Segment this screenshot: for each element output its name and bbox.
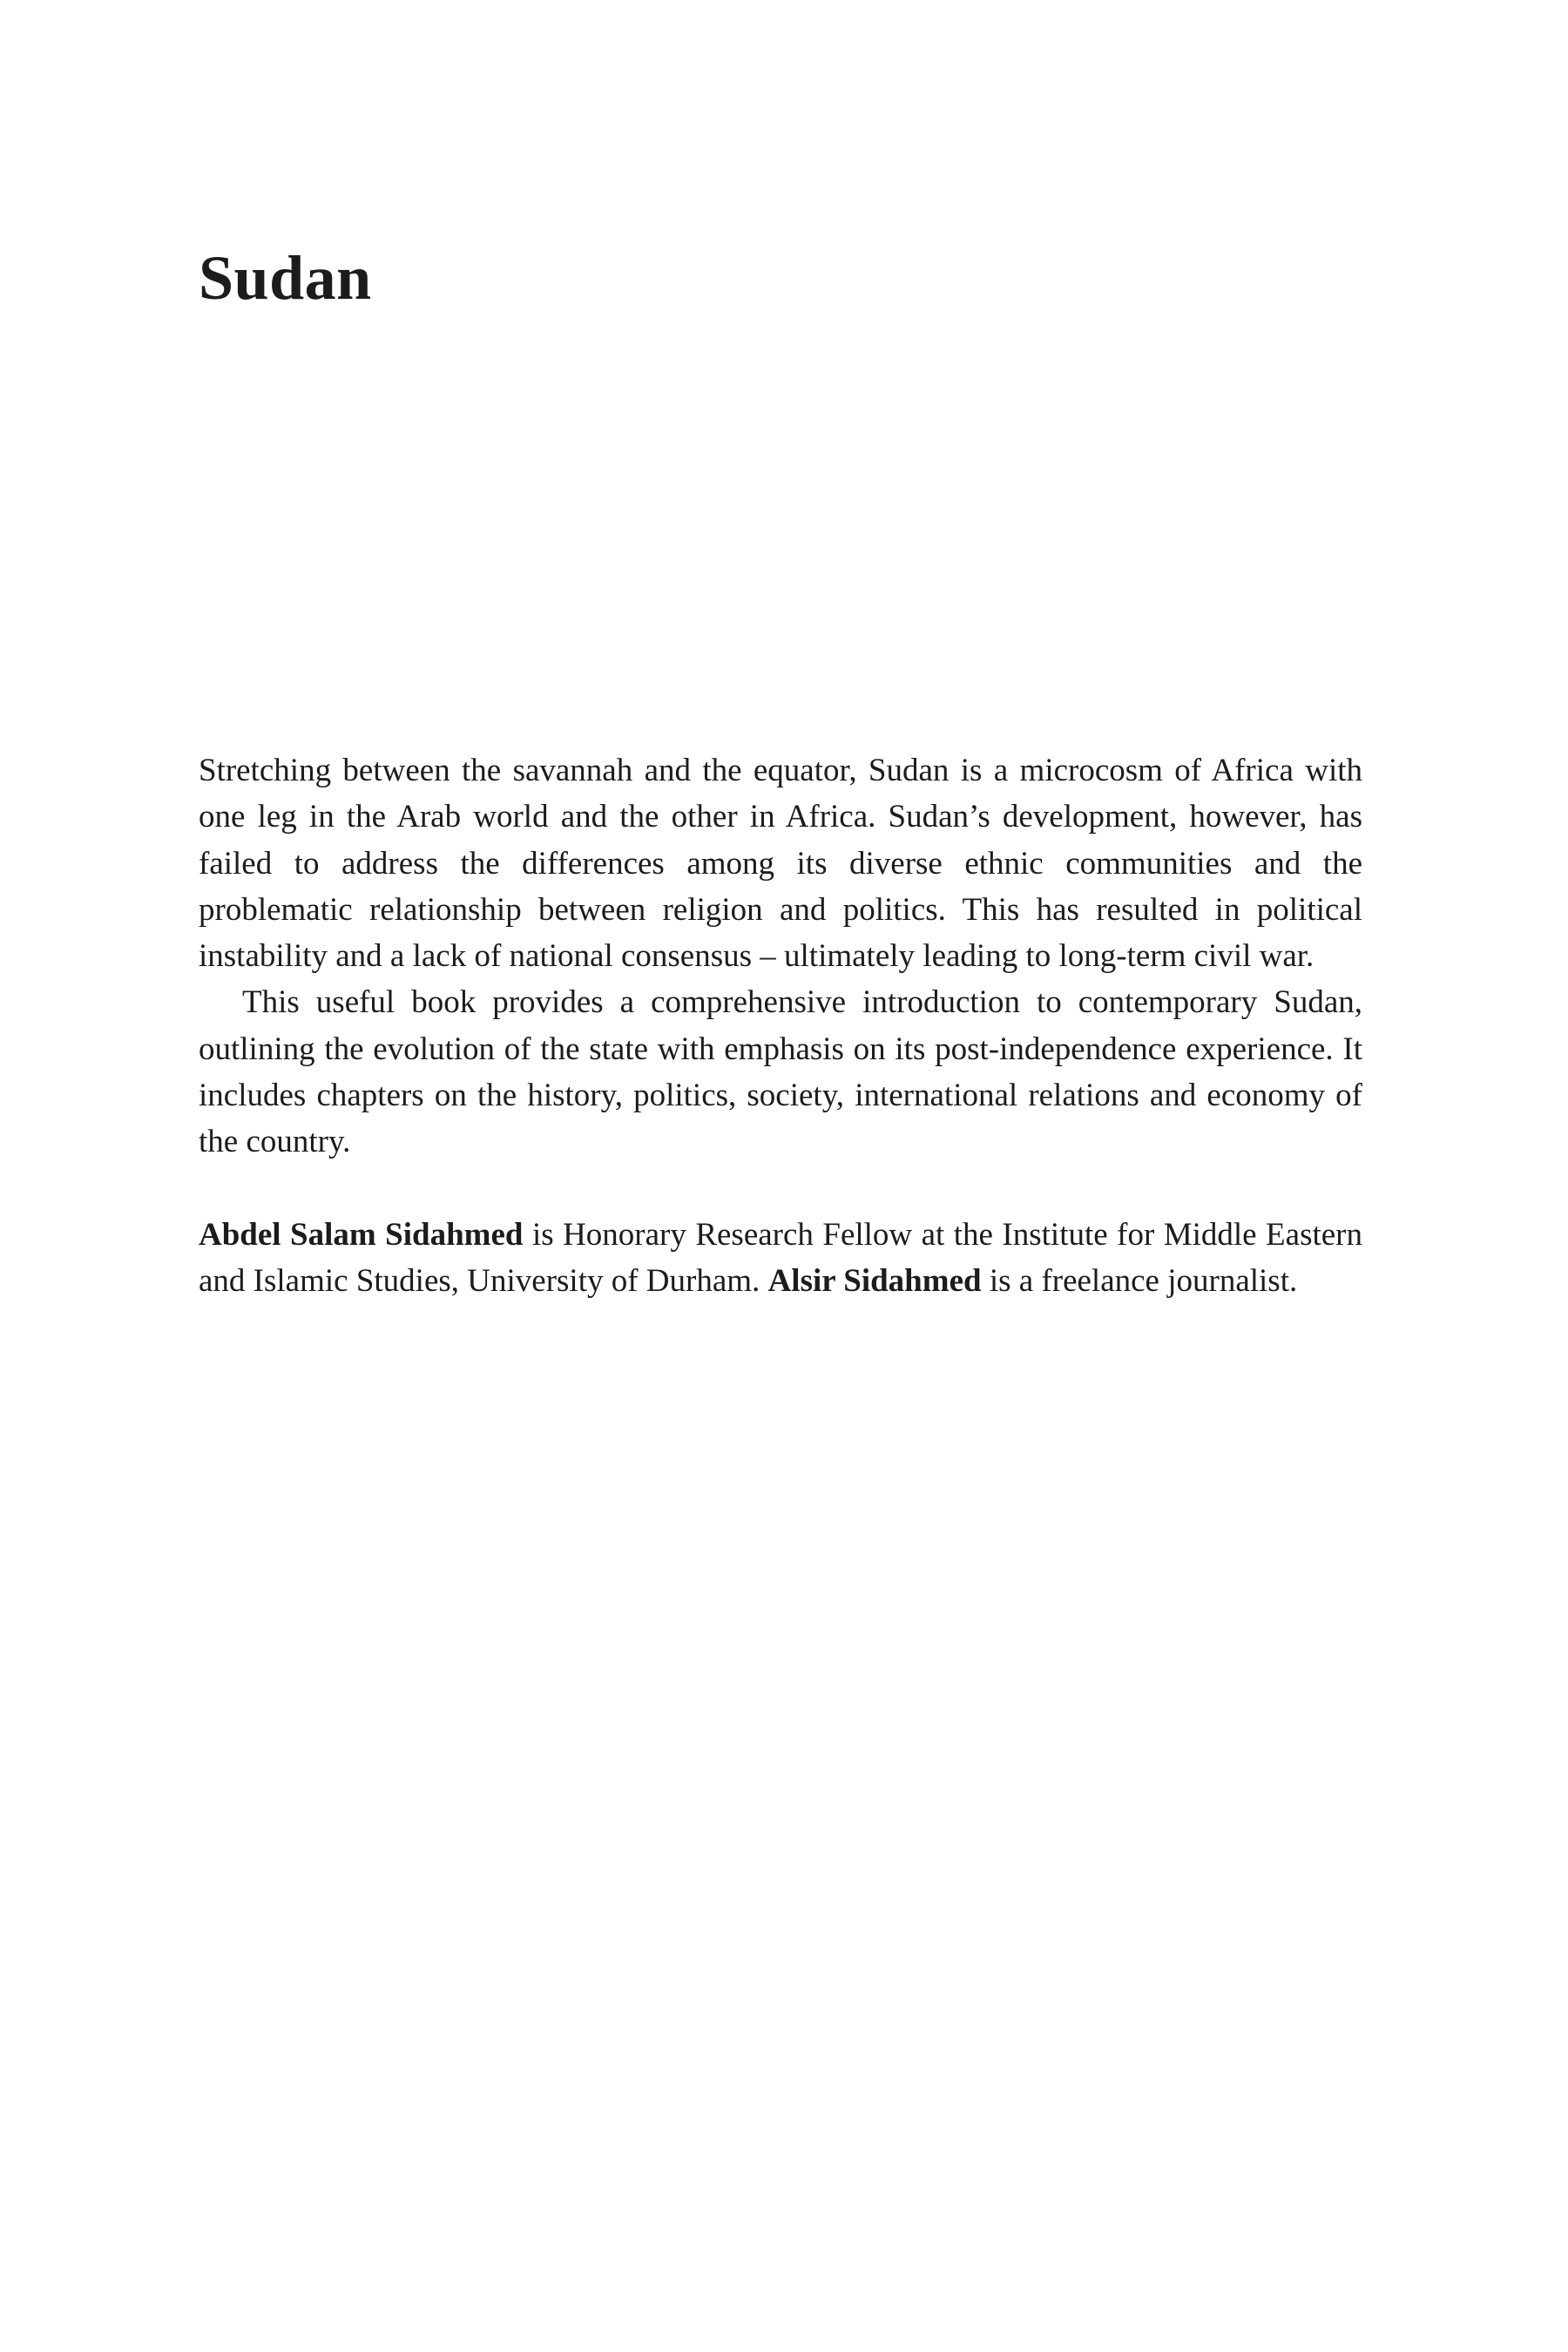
author-bio — [199, 1212, 1362, 1305]
author-bio-text-1: is Honorary Research Fellow at the Institute for Middle Eastern and Islamic Studies, University of Durham. — [199, 1216, 1362, 1299]
description-paragraph-1: Stretching between the savannah and the equator, Sudan is a microcosm of Africa with one leg in the Arab world and the other in Africa. Sudan’s development, however, has failed to address the differences among its diverse ethnic communities and the problematic relationship between religion and politics. This has resulted in political instability and a lack of national consensus – ultimately leading to long-term civil war. — [199, 753, 1362, 975]
author-name-1: Abdel Salam Sidahmed — [199, 1216, 524, 1253]
author-name-2: Alsir Sidahmed — [767, 1262, 982, 1299]
author-bio-text-2: is a freelance journalist. — [981, 1262, 1298, 1299]
book-description — [199, 747, 1362, 1304]
description-paragraph-2: This useful book provides a comprehensive introduction to contemporary Sudan, outlining the evolution of the state with emphasis on its post-independence experience. It includes chapters on the history, politics, society, international relations and economy of the country. — [199, 984, 1362, 1160]
page-title: Sudan — [199, 243, 372, 313]
